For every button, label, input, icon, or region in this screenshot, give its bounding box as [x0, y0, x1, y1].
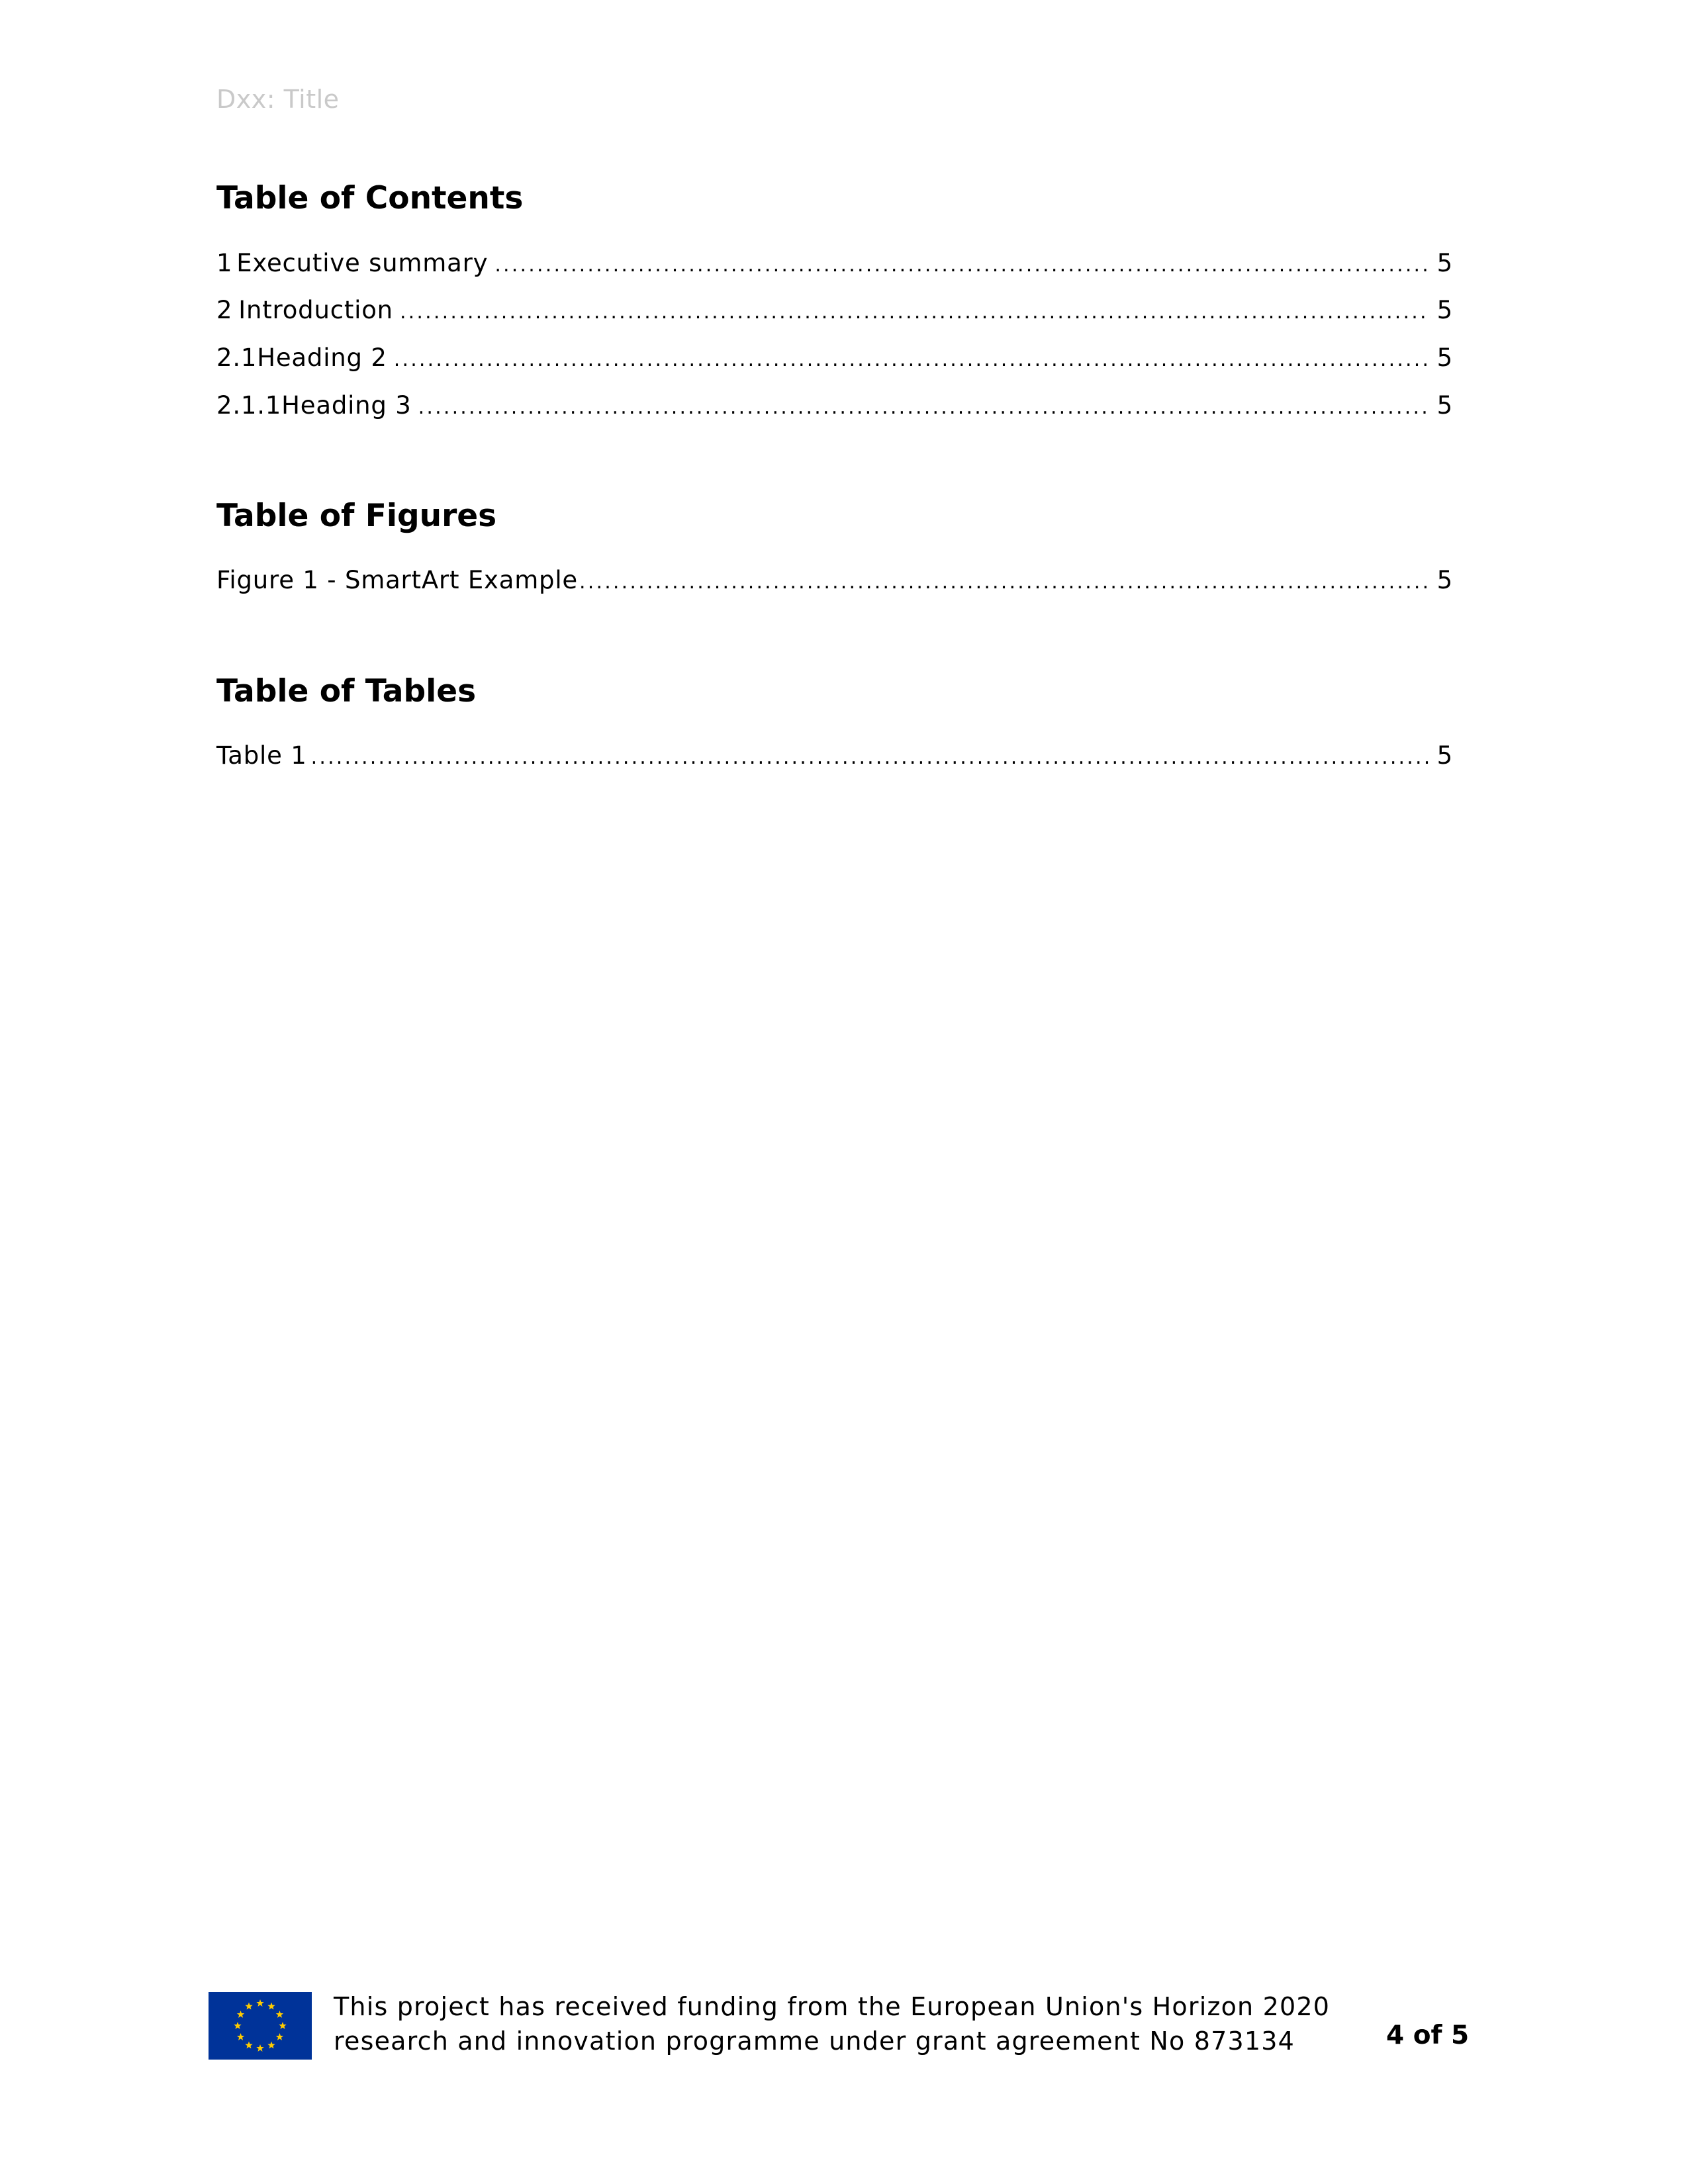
toc-entry-number: 2	[216, 296, 233, 324]
toc-entry-number: 1	[216, 249, 233, 277]
funding-statement-line-1: This project has received funding from the European Union's Horizon 2020	[334, 1992, 1331, 2021]
toc-entry-number: 2.1	[216, 343, 258, 372]
toc-entry[interactable]	[216, 343, 1453, 377]
figures-heading: Table of Figures	[216, 498, 497, 534]
tables-heading: Table of Tables	[216, 673, 477, 709]
toc-entry[interactable]	[216, 249, 1453, 282]
toc-entry[interactable]	[216, 391, 1453, 424]
toc-entry[interactable]	[216, 296, 1453, 329]
funding-statement-line-2: research and innovation programme under grant agreement No 873134	[334, 2026, 1295, 2056]
table-entry-text: Table 1	[216, 741, 307, 770]
toc-entry-page: 5	[1436, 249, 1453, 277]
figure-entry[interactable]	[216, 566, 1453, 599]
dot-leader	[400, 300, 1430, 324]
running-header-title: Dxx: Title	[216, 85, 340, 114]
toc-heading: Table of Contents	[216, 180, 524, 216]
dot-leader	[579, 570, 1430, 594]
toc-entry-page: 5	[1436, 296, 1453, 324]
toc-entry-number: 2.1.1	[216, 391, 282, 420]
eu-flag-icon	[209, 1992, 312, 2060]
table-entry-page: 5	[1436, 741, 1453, 770]
figure-entry-text: Figure 1 - SmartArt Example	[216, 566, 578, 594]
toc-entry-text: Heading 2	[257, 343, 387, 372]
page-indicator: 4 of 5	[1386, 2021, 1470, 2050]
toc-entry-text: Executive summary	[236, 249, 489, 277]
dot-leader	[394, 348, 1430, 371]
table-entry[interactable]	[216, 741, 1453, 774]
eu-flag-graphic	[209, 1992, 312, 2060]
toc-entry-text: Introduction	[238, 296, 393, 324]
dot-leader	[494, 253, 1430, 277]
dot-leader	[311, 746, 1430, 769]
toc-entry-page: 5	[1436, 391, 1453, 420]
toc-entry-page: 5	[1436, 343, 1453, 372]
dot-leader	[418, 396, 1430, 419]
figure-entry-page: 5	[1436, 566, 1453, 594]
toc-entry-text: Heading 3	[281, 391, 412, 420]
